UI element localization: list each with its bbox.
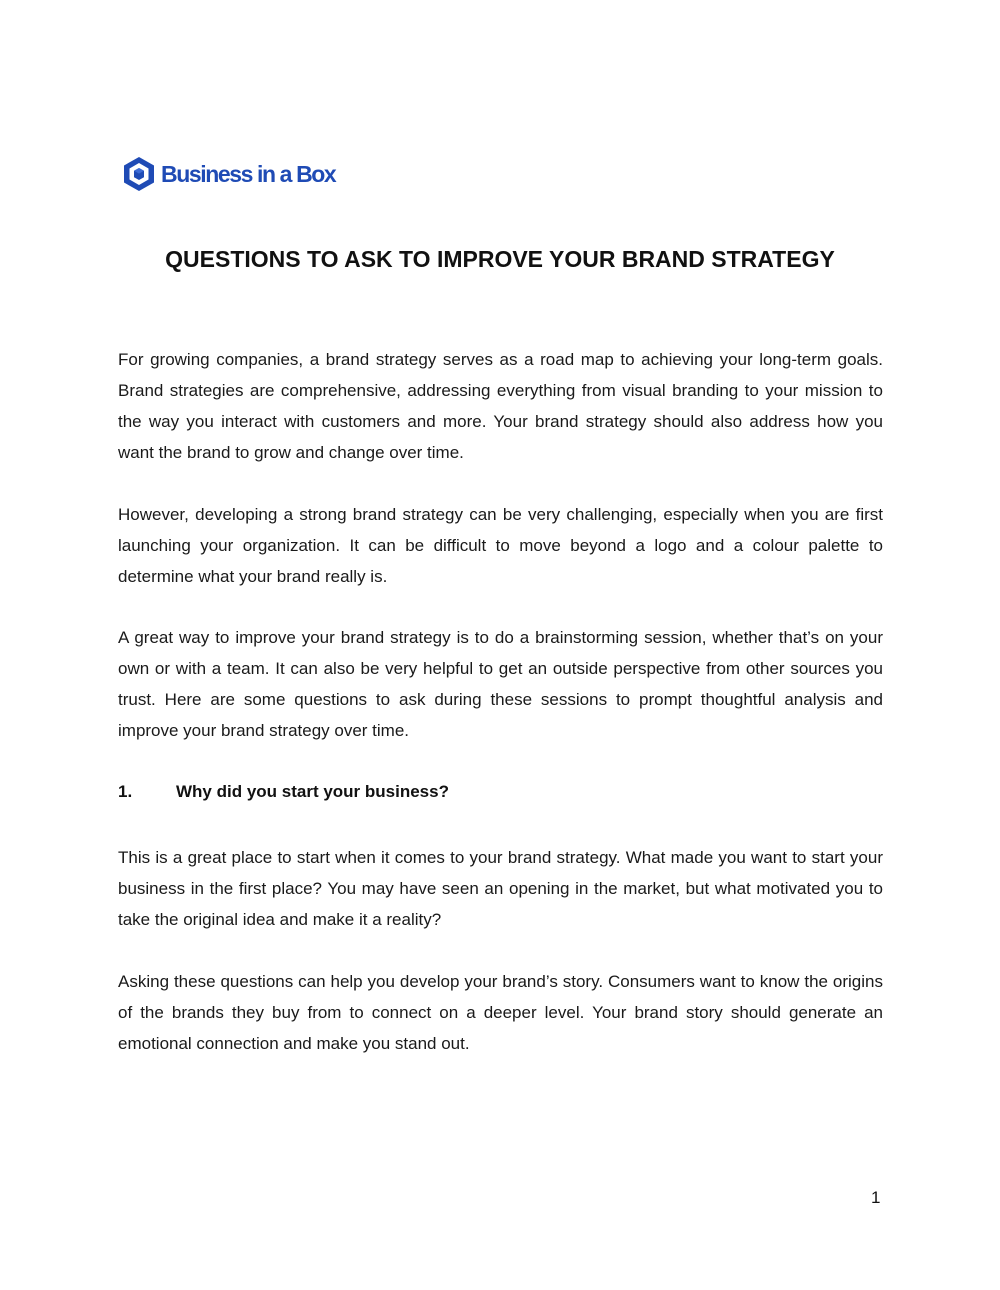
intro-paragraph-2: However, developing a strong brand strategy can be very challenging, especially when you are first launching your organization. It can be difficult to move beyond a logo and a colour palette to determine what your brand really is. (118, 505, 883, 586)
intro-paragraph-1: For growing companies, a brand strategy serves as a road map to achieving your long-term goals. Brand strategies are comprehensive, addressing everything from visual branding to your mission to the way you interact with customers and more. Your brand strategy should also address how you want the brand to grow and change over time. (118, 350, 883, 462)
section-1-paragraph-2: Asking these questions can help you develop your brand’s story. Consumers want to know the origins of the brands they buy from to connect on a deeper level. Your brand story should generate an emotional connection and make you stand out. (118, 972, 883, 1053)
page-number: 1 (871, 1188, 881, 1207)
section-number: 1. (118, 782, 133, 801)
section-1-paragraph-1: This is a great place to start when it comes to your brand strategy. What made you want to start your business in the first place? You may have seen an opening in the market, but what motivated you to take the original idea and make it a reality? (118, 848, 883, 929)
business-in-a-box-logo (122, 156, 335, 192)
logo-text: Business in a Box (161, 161, 336, 187)
intro-paragraph-3: A great way to improve your brand strategy is to do a brainstorming session, whether that’s on your own or with a team. It can also be very helpful to get an outside perspective from other sources you trust. Here are some questions to ask during these sessions to prompt thoughtful analysis and improve your brand strategy over time. (118, 628, 883, 740)
section-heading-1 (118, 776, 449, 807)
hexagon-cube-icon (122, 156, 156, 192)
document-title: QUESTIONS TO ASK TO IMPROVE YOUR BRAND STRATEGY (165, 246, 835, 272)
section-heading-text: Why did you start your business? (176, 782, 449, 801)
